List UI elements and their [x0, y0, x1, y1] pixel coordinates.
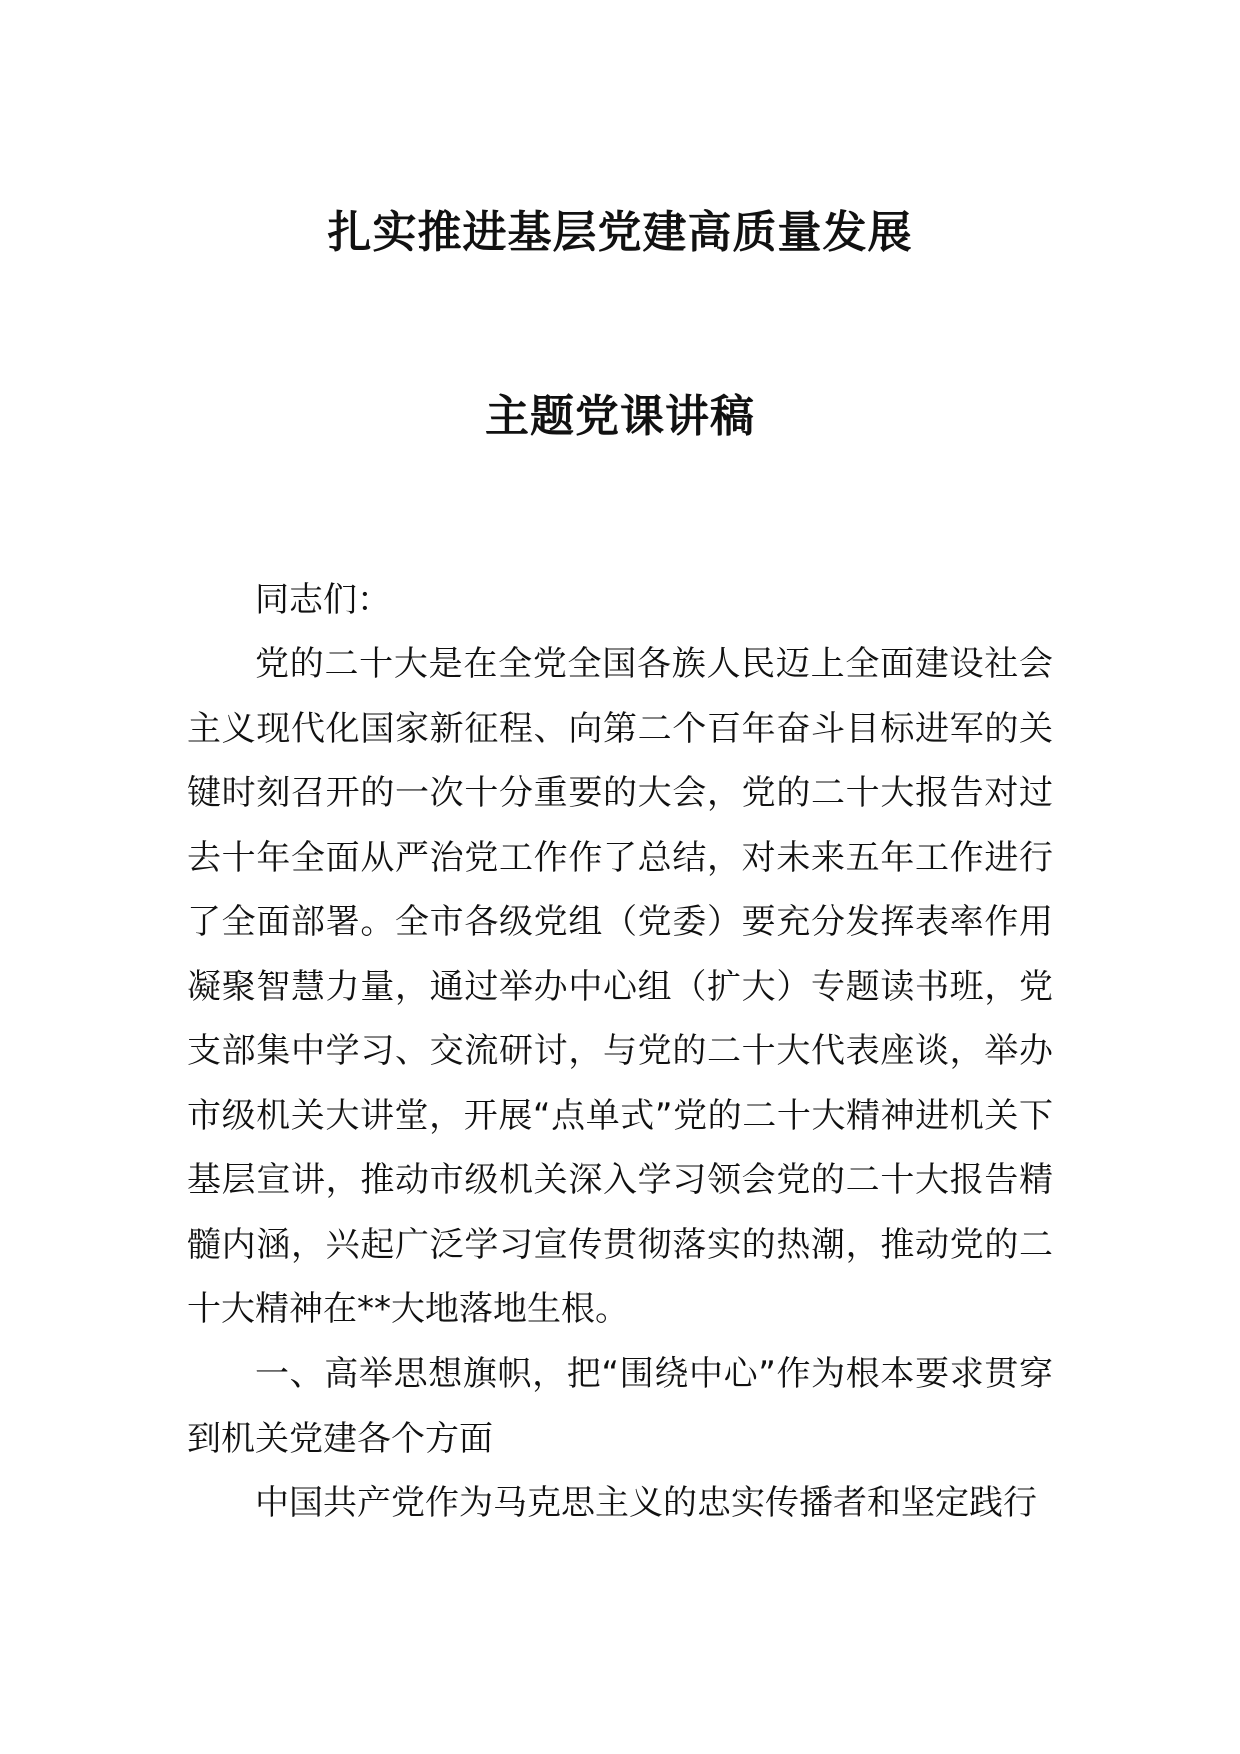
paragraph-intro: 党的二十大是在全党全国各族人民迈上全面建设社会主义现代化国家新征程、向第二个百年奋斗目标进军的关键时刻召开的一次十分重要的大会，党的二十大报告对过去十年全面从严治党工作作了总结，对未来五年工作进行了全面部署。全市各级党组（党委）要充分发挥表率作用凝聚智慧力量，通过举办中心组（扩大）专题读书班，党支部集中学习、交流研讨，与党的二十大代表座谈，举办市级机关大讲堂，开展“点单式”党的二十大精神进机关下基层宣讲，推动市级机关深入学习领会党的二十大报告精髓内涵，兴起广泛学习宣传贯彻落实的热潮，推动党的二十大精神在**大地落地生根。: [187, 644, 1053, 1329]
paragraph-section-1: 中国共产党作为马克思主义的忠实传播者和坚定践行: [255, 1483, 1037, 1523]
salutation: 同志们：: [255, 580, 391, 620]
document-title-line-1: 扎实推进基层党建高质量发展: [327, 207, 913, 258]
document-title-line-2: 主题党课讲稿: [485, 391, 755, 442]
section-heading-1: 一、高举思想旗帜，把“围绕中心”作为根本要求贯穿到机关党建各个方面: [187, 1354, 1053, 1459]
